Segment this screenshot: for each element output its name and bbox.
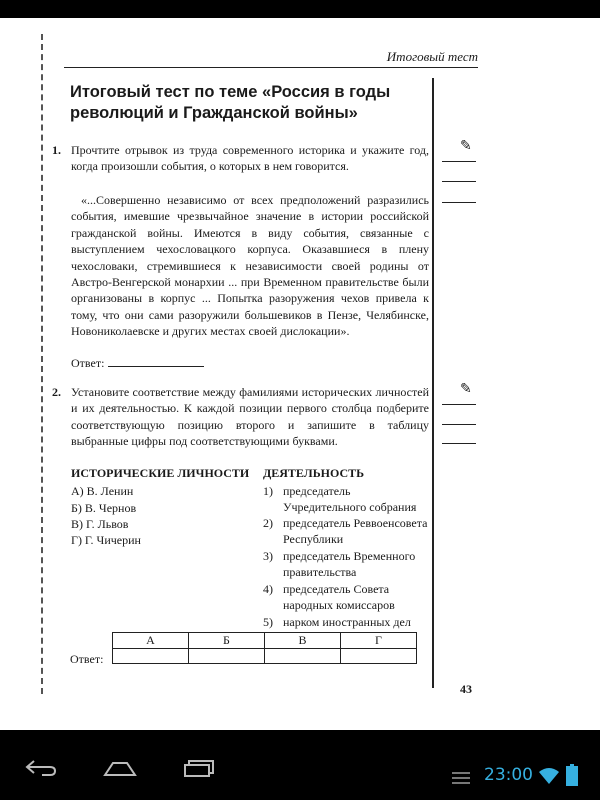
person-item: В) Г. Львов [71,517,129,531]
side-answer-line [442,443,476,444]
activity-item: 5) нарком иностранных дел [263,615,411,629]
activity-item: 3) председатель Временного правительства [263,549,416,580]
answer-table-header: Б [189,633,265,649]
clock: 23:00 [484,765,533,785]
q2-answer-label: Ответ: [70,652,104,666]
pencil-icon: ✎ [460,139,472,154]
answer-cell[interactable] [341,649,417,664]
side-answer-line [442,202,476,203]
activity-item: 4) председатель Совета народных комиссаров [263,582,395,613]
answer-column-divider [432,78,434,688]
activities-header: ДЕЯТЕЛЬНОСТЬ [263,466,365,480]
q1-answer: Ответ: [71,356,204,371]
page-title: Итоговый тест по теме «Россия в годы революций и Гражданской войны» [70,83,391,122]
side-answer-line [442,181,476,182]
side-answer-line [442,404,476,405]
person-item: Б) В. Чернов [71,501,137,515]
running-header: Итоговый тест [386,49,478,64]
answer-table-header: А [113,633,189,649]
recent-apps-icon[interactable] [183,758,217,783]
battery-icon [566,764,578,792]
header-rule [64,67,478,68]
q1-answer-line[interactable] [108,357,204,367]
q2-number: 2. [52,385,61,399]
person-item: Г) Г. Чичерин [71,533,141,547]
q1-quote: «...Совершенно независимо от всех предположений разразились события, имевшие чрезвычайное значение в истории российской гражданской войны. Имеются в виду события, связанные с выступлением чехословацкого корпуса. Оказавшиеся в плену чехословаки, стремившиеся к независимости своей родины от Австро-Венгерской монархии ... при Временном правительстве были организованы в корпус ... Попытка разоружения чехов привела к тому, что они сами разоружили большевиков в Пензе, Челябинске, Новониколаевске и других местах своей дислокации». [71,193,429,339]
q2-prompt: Установите соответствие между фамилиями исторических личностей и их деятельностью. К каждой позиции первого столбца подберите соответствующую позицию второго и запишите в таблицу выбранные цифры под соответствующими буквами. [71,385,429,449]
activity-item: 2) председатель Реввоенсовета Республики [263,516,428,547]
navigation-bar [0,730,600,800]
wifi-icon [538,766,560,791]
side-answer-line [442,424,476,425]
back-icon[interactable] [24,758,58,783]
margin-dashed-line [41,34,43,694]
answer-table-header: В [265,633,341,649]
home-icon[interactable] [103,758,137,783]
answer-cell[interactable] [113,649,189,664]
menu-icon[interactable] [452,766,472,791]
answer-cell[interactable] [189,649,265,664]
side-answer-line [442,161,476,162]
activity-item: 1) председатель Учредительного собрания [263,484,417,515]
person-item: А) В. Ленин [71,484,134,498]
pencil-icon: ✎ [460,382,472,397]
book-page [0,18,600,730]
answer-table [112,632,417,664]
answer-cell[interactable] [265,649,341,664]
top-bar [0,0,600,18]
persons-header: ИСТОРИЧЕСКИЕ ЛИЧНОСТИ [71,466,250,480]
q1-number: 1. [52,143,61,157]
page-number: 43 [460,682,472,696]
answer-table-header: Г [341,633,417,649]
q1-prompt: Прочтите отрывок из труда современного историка и укажите год, когда произошли события, о которых в нем говорится. [71,143,429,174]
